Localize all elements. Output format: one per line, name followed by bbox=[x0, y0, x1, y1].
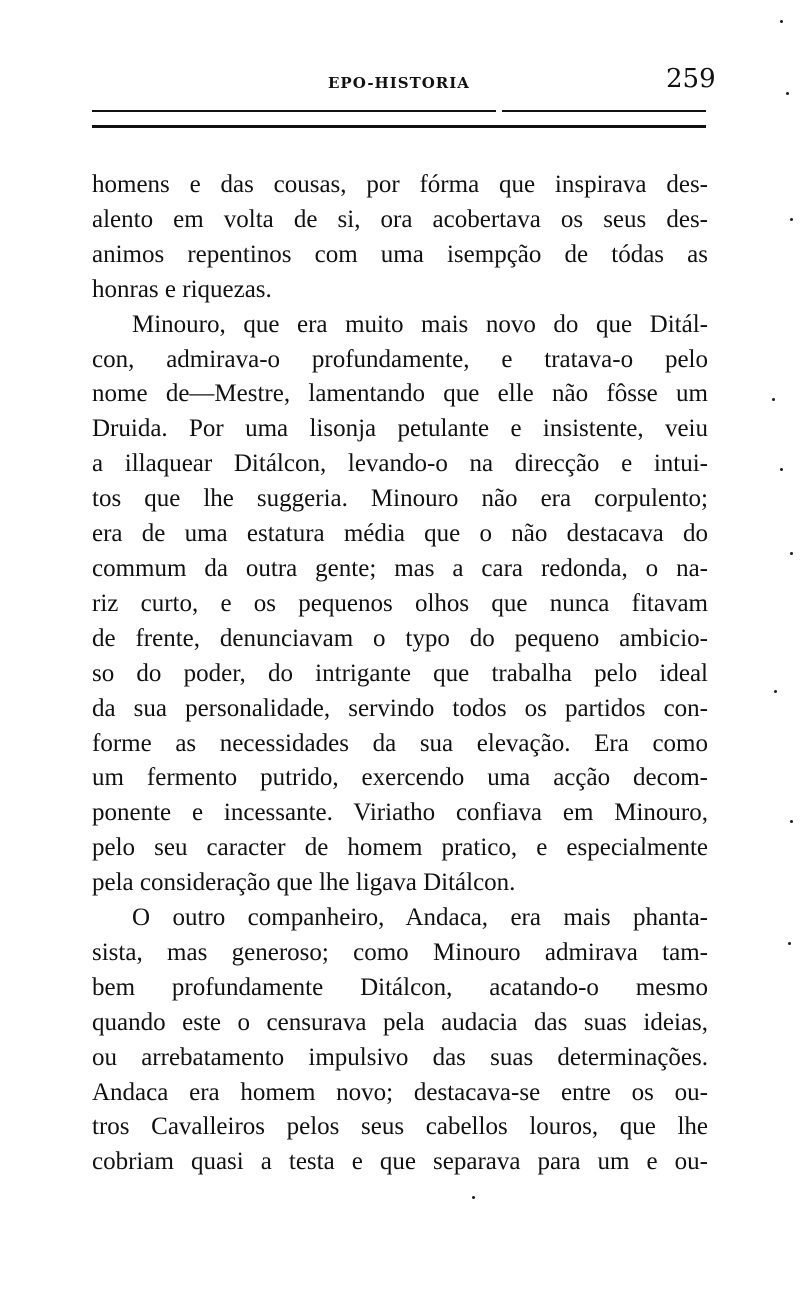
text-line: commum da outra gente; mas a cara redonda, o na- bbox=[92, 554, 708, 582]
header-rule-thin-right bbox=[502, 110, 706, 112]
page-number: 259 bbox=[666, 64, 716, 94]
text-line: animos repentinos com uma isempção de tódas as bbox=[92, 240, 708, 268]
text-line: nome de—Mestre, lamentando que elle não fôsse um bbox=[92, 380, 708, 408]
text-line: era de uma estatura média que o não destacava do bbox=[92, 520, 708, 548]
text-line: con, admirava-o profundamente, e tratava-o pelo bbox=[92, 345, 708, 373]
text-line: um fermento putrido, exercendo uma acção decom- bbox=[92, 764, 708, 792]
header-rule-thin bbox=[92, 110, 496, 112]
text-line: so do poder, do intrigante que trabalha pelo ideal bbox=[92, 659, 708, 687]
text-line: quando este o censurava pela audacia das suas ideias, bbox=[92, 1008, 708, 1036]
scan-speck bbox=[790, 552, 793, 555]
text-line: ou arrebatamento impulsivo das suas determinações. bbox=[92, 1043, 708, 1071]
text-line: da sua personalidade, servindo todos os partidos con- bbox=[92, 694, 708, 722]
scan-speck bbox=[472, 1196, 475, 1199]
text-line: cobriam quasi a testa e que separava para um e ou- bbox=[92, 1148, 708, 1176]
text-line: O outro companheiro, Andaca, era mais phanta- bbox=[132, 904, 708, 932]
scan-speck bbox=[790, 218, 793, 221]
text-line: pela consideração que lhe ligava Ditálcon. bbox=[92, 869, 516, 897]
scan-speck bbox=[774, 690, 777, 693]
text-line: ponente e incessante. Viriatho confiava em Minouro, bbox=[92, 799, 708, 827]
text-line: Andaca era homem novo; destacava-se entre os ou- bbox=[92, 1078, 708, 1106]
text-line: sista, mas generoso; como Minouro admirava tam- bbox=[92, 938, 708, 966]
running-title: EPO-HISTORIA bbox=[328, 74, 470, 92]
scan-speck bbox=[788, 942, 791, 945]
text-line: riz curto, e os pequenos olhos que nunca fitavam bbox=[92, 589, 708, 617]
scan-speck bbox=[790, 820, 793, 823]
text-line: Minouro, que era muito mais novo do que Ditál- bbox=[132, 310, 708, 338]
text-line: Druida. Por uma lisonja petulante e insistente, veiu bbox=[92, 415, 708, 443]
text-line: tros Cavalleiros pelos seus cabellos louros, que lhe bbox=[92, 1113, 708, 1141]
scan-speck bbox=[780, 20, 783, 23]
text-line: forme as necessidades da sua elevação. Era como bbox=[92, 729, 708, 757]
header-rule-thick bbox=[92, 125, 706, 128]
text-line: alento em volta de si, ora acobertava os seus des- bbox=[92, 205, 708, 233]
scan-speck bbox=[772, 398, 775, 401]
text-line: homens e das cousas, por fórma que inspirava des- bbox=[92, 171, 708, 198]
text-line: de frente, denunciavam o typo do pequeno ambicio- bbox=[92, 624, 708, 652]
text-line: tos que lhe suggeria. Minouro não era corpulento; bbox=[92, 485, 708, 513]
text-line: bem profundamente Ditálcon, acatando-o mesmo bbox=[92, 973, 708, 1001]
text-line: honras e riquezas. bbox=[92, 275, 272, 303]
text-line: a illaquear Ditálcon, levando-o na direcção e intui- bbox=[92, 450, 708, 478]
scan-speck bbox=[780, 468, 783, 471]
text-line: pelo seu caracter de homem pratico, e especialmente bbox=[92, 834, 708, 862]
scan-speck bbox=[786, 92, 789, 95]
page-body bbox=[92, 168, 708, 1180]
